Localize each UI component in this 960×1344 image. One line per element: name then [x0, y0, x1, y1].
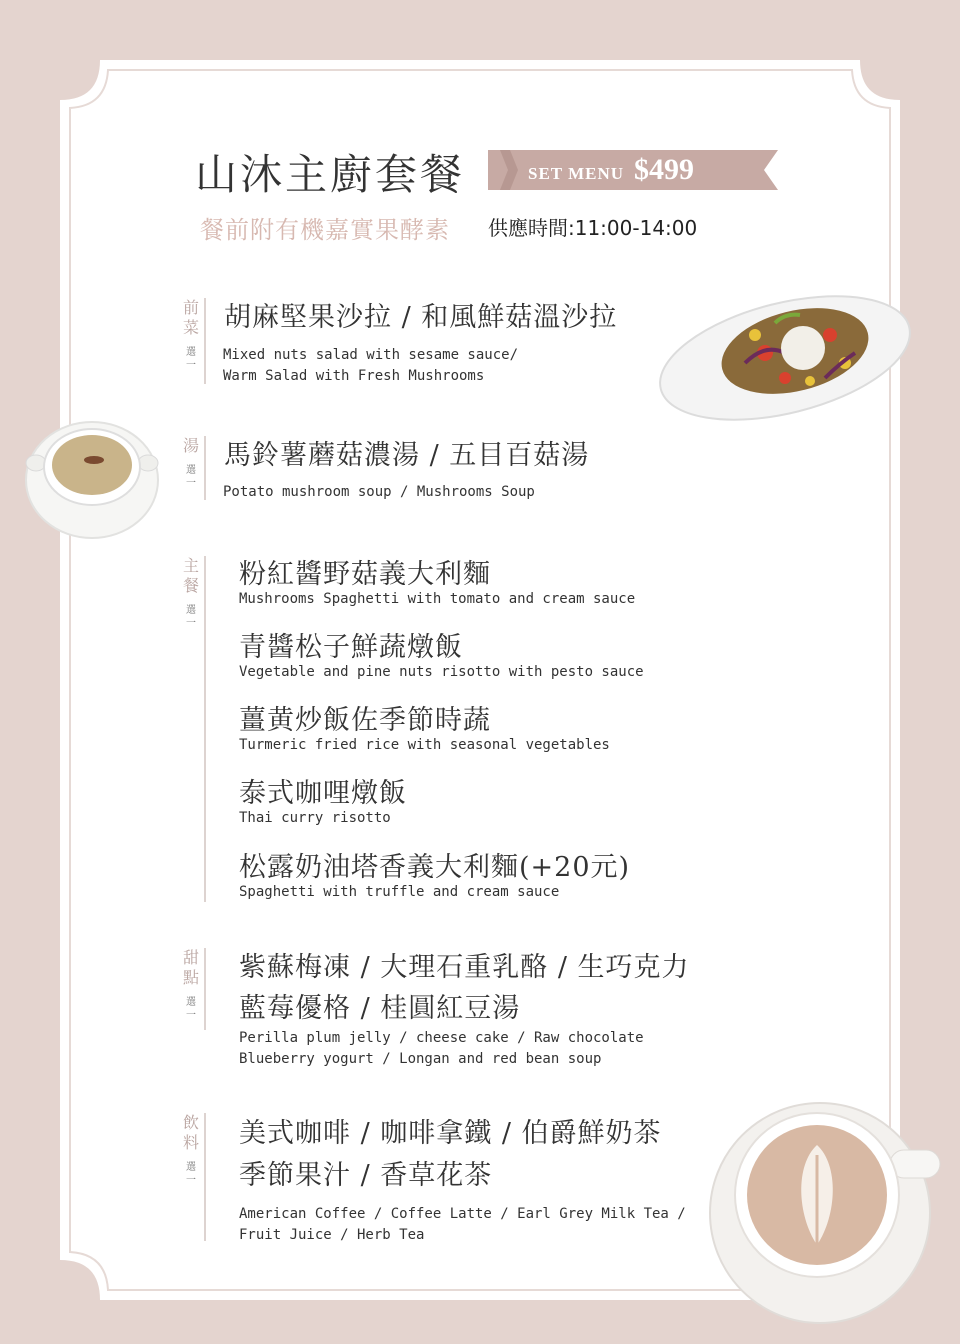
section-label-text: 甜 [182, 948, 199, 967]
dessert-dish-en: Perilla plum jelly / cheese cake / Raw chocolate Blueberry yogurt / Longan and red bean soup [239, 1030, 644, 1067]
serving-hours: 供應時間:11:00-14:00 [488, 216, 698, 240]
section-label-text: 前 [182, 298, 199, 317]
section-label-text: 飲 [182, 1113, 199, 1132]
section-label-drink [182, 1113, 206, 1241]
pick-one-note: 選 一 [186, 605, 196, 629]
latte-photo [705, 1095, 945, 1325]
drink-dish-zh: 美式咖啡 / 咖啡拿鐵 / 伯爵鮮奶茶 [239, 1118, 662, 1149]
subtitle: 餐前附有機嘉實果酵素 [200, 216, 450, 244]
main-dish-en: Vegetable and pine nuts risotto with pesto sauce [239, 664, 644, 680]
salad-photo [655, 283, 915, 433]
pick-one-note: 選 一 [186, 347, 196, 371]
section-label-dessert [182, 948, 206, 1030]
dessert-dish-zh: 紫蘇梅凍 / 大理石重乳酪 / 生巧克力 [239, 952, 690, 983]
section-label-text: 料 [182, 1133, 199, 1152]
main-dish-zh: 泰式咖哩燉飯 [239, 778, 407, 809]
drink-dish-en: American Coffee / Coffee Latte / Earl Grey Milk Tea / Fruit Juice / Herb Tea [239, 1206, 686, 1243]
section-label-soup [182, 436, 206, 500]
banner-price: $499 [634, 153, 695, 186]
dessert-dish-zh: 藍莓優格 / 桂圓紅豆湯 [239, 993, 521, 1024]
main-dish-en: Thai curry risotto [239, 810, 391, 826]
section-label-starter [182, 298, 206, 384]
main-dish-zh: 青醬松子鮮蔬燉飯 [239, 632, 463, 663]
pick-one-note: 選 一 [186, 997, 196, 1021]
banner-label: SET MENU [528, 164, 625, 183]
main-dish-en: Spaghetti with truffle and cream sauce [239, 884, 560, 900]
pick-one-note: 選 一 [186, 465, 196, 489]
soup-dish-en: Potato mushroom soup / Mushrooms Soup [223, 484, 535, 500]
starter-dish-en: Mixed nuts salad with sesame sauce/ Warm Salad with Fresh Mushrooms [223, 347, 519, 384]
main-dish-zh: 薑黄炒飯佐季節時蔬 [239, 705, 491, 736]
section-label-main [182, 556, 206, 902]
main-dish-en: Mushrooms Spaghetti with tomato and cream sauce [239, 591, 636, 607]
starter-dish-zh: 胡麻堅果沙拉 / 和風鮮菇溫沙拉 [224, 302, 618, 333]
section-label-text: 餐 [182, 576, 199, 595]
section-label-text: 主 [182, 556, 199, 575]
pick-one-note: 選 一 [186, 1162, 196, 1186]
main-dish-zh: 松露奶油塔香義大利麵(+20元) [239, 852, 631, 883]
soup-dish-zh: 馬鈴薯蘑菇濃湯 / 五目百菇湯 [224, 440, 590, 471]
section-label-text: 湯 [182, 436, 199, 455]
main-dish-zh: 粉紅醬野菇義大利麵 [239, 559, 491, 590]
main-dish-en: Turmeric fried rice with seasonal vegetables [239, 737, 610, 753]
section-label-text: 菜 [182, 318, 199, 337]
page-title: 山沐主廚套餐 [195, 150, 466, 199]
drink-dish-zh: 季節果汁 / 香草花茶 [239, 1160, 493, 1191]
section-label-text: 點 [182, 968, 199, 987]
set-menu-banner [488, 150, 778, 190]
soup-photo [22, 415, 162, 540]
